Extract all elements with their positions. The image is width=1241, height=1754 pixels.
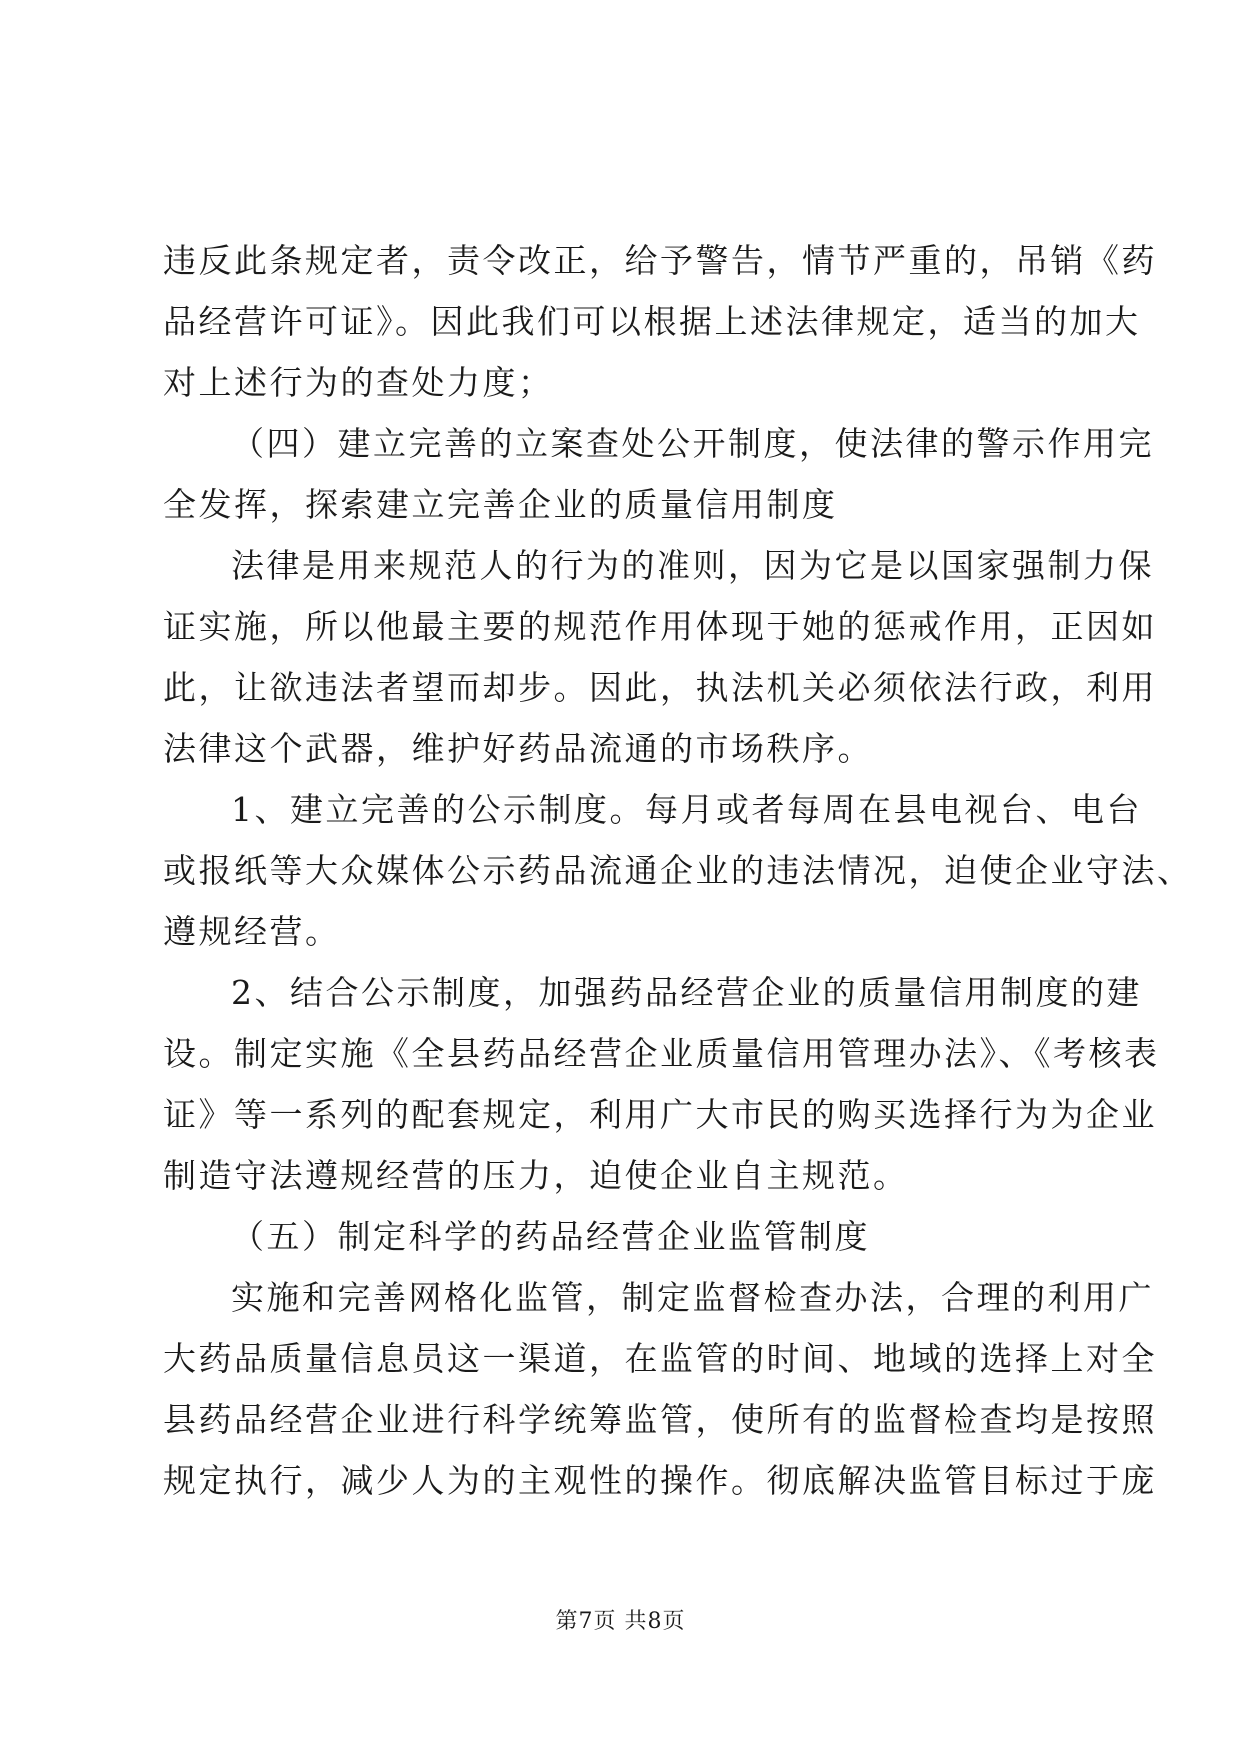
text-line: 县药品经营企业进行科学统筹监管，使所有的监督检查均是按照 <box>163 1400 1157 1439</box>
text-line: 1、建立完善的公示制度。每月或者每周在县电视台、电台 <box>231 790 1142 829</box>
text-line: 遵规经营。 <box>163 912 341 951</box>
page-number-footer: 第7页 共8页 <box>555 1609 686 1634</box>
text-line: 2、结合公示制度，加强药品经营企业的质量信用制度的建 <box>231 973 1142 1012</box>
text-line: 实施和完善网格化监管，制定监督检查办法，合理的利用广 <box>231 1278 1154 1317</box>
section-heading: （四）建立完善的立案查处公开制度，使法律的警示作用完 <box>231 424 1154 463</box>
text-line: 证》等一系列的配套规定，利用广大市民的购买选择行为为企业 <box>163 1095 1157 1134</box>
text-line: 对上述行为的查处力度； <box>163 363 554 402</box>
text-line: 法律是用来规范人的行为的准则，因为它是以国家强制力保 <box>231 546 1154 585</box>
text-line: 法律这个武器，维护好药品流通的市场秩序。 <box>163 729 873 768</box>
text-line: 或报纸等大众媒体公示药品流通企业的违法情况，迫使企业守法、 <box>163 851 1193 890</box>
text-line: 设。制定实施《全县药品经营企业质量信用管理办法》、《考核表 <box>163 1034 1160 1073</box>
section-heading: 全发挥，探索建立完善企业的质量信用制度 <box>163 485 838 524</box>
text-line: 规定执行，减少人为的主观性的操作。彻底解决监管目标过于庞 <box>163 1461 1157 1500</box>
section-heading: （五）制定科学的药品经营企业监管制度 <box>231 1217 870 1256</box>
text-line: 制造守法遵规经营的压力，迫使企业自主规范。 <box>163 1156 909 1195</box>
document-body <box>163 230 1193 1511</box>
text-line: 证实施，所以他最主要的规范作用体现于她的惩戒作用，正因如 <box>163 607 1157 646</box>
text-line: 此，让欲违法者望而却步。因此，执法机关必须依法行政，利用 <box>163 668 1157 707</box>
text-line: 违反此条规定者，责令改正，给予警告，情节严重的，吊销《药 <box>163 241 1157 280</box>
text-line: 品经营许可证》。因此我们可以根据上述法律规定，适当的加大 <box>163 302 1141 341</box>
text-line: 大药品质量信息员这一渠道，在监管的时间、地域的选择上对全 <box>163 1339 1157 1378</box>
